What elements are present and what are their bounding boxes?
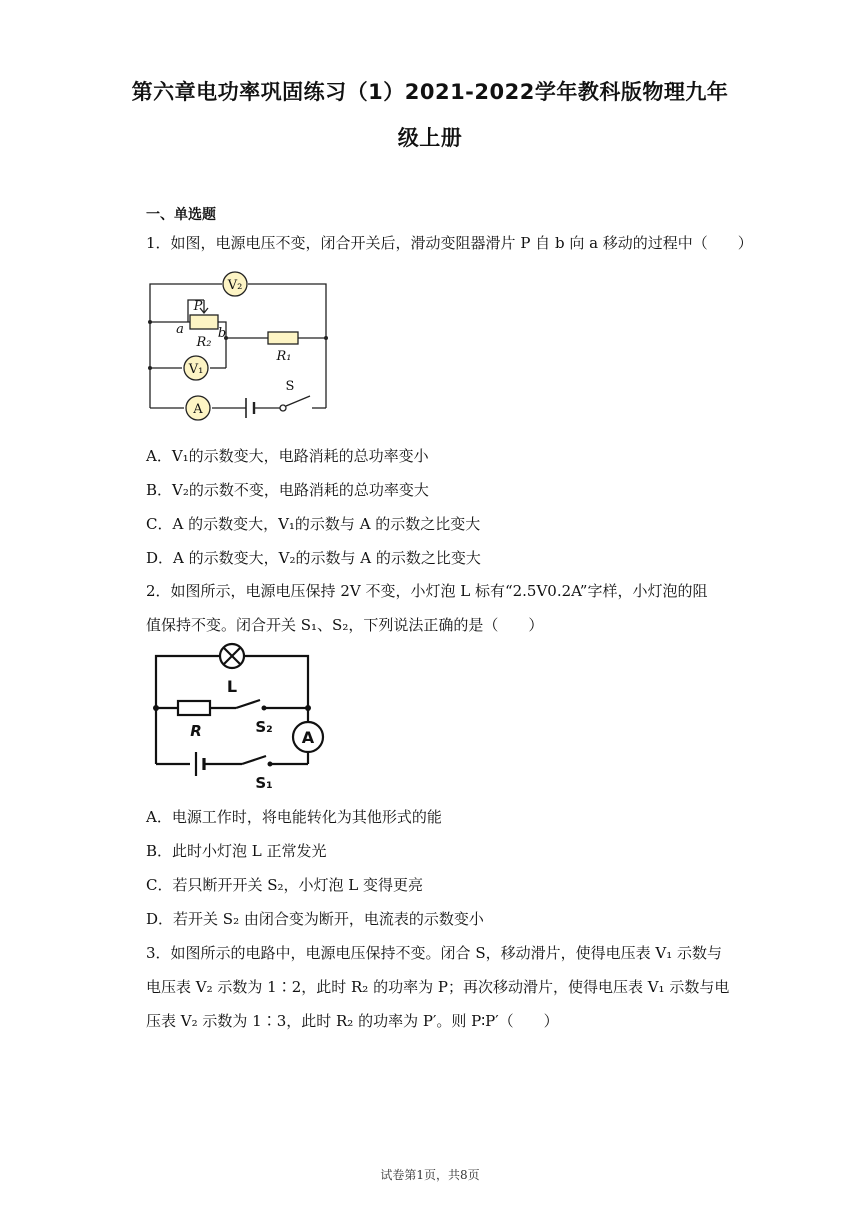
title-line-2: 级上册 xyxy=(397,126,463,150)
ammeter-label: A xyxy=(301,728,315,747)
q2-stem-line-1: 2．如图所示，电源电压保持 2V 不变，小灯泡 L 标有“2.5V0.2A”字样，小灯泡的阻 xyxy=(146,582,708,600)
switch-label: S xyxy=(285,379,295,394)
s2-label: S₂ xyxy=(255,718,273,736)
q2-option-a: A．电源工作时，将电能转化为其他形式的能 xyxy=(146,808,442,826)
slider-p-label: P xyxy=(193,299,203,314)
q2-option-d: D．若开关 S₂ 由闭合变为断开，电流表的示数变小 xyxy=(146,910,484,928)
q1-circuit-figure xyxy=(140,262,340,428)
q1-option-d: D．A 的示数变大，V₂的示数与 A 的示数之比变大 xyxy=(146,549,481,567)
q1-option-c: C．A 的示数变大，V₁的示数与 A 的示数之比变大 xyxy=(146,515,481,533)
resistor-label: R xyxy=(190,722,202,740)
q2-option-c: C．若只断开开关 S₂，小灯泡 L 变得更亮 xyxy=(146,876,424,894)
lamp-label: L xyxy=(226,677,238,696)
q3-line-1: 3．如图所示的电路中，电源电压保持不变。闭合 S，移动滑片，使得电压表 V₁ 示数与 xyxy=(146,944,722,962)
q1-stem: 1．如图，电源电压不变，闭合开关后，滑动变阻器滑片 P 自 b 向 a 移动的过程中（ ） xyxy=(146,234,753,252)
q2-stem-line-2: 值保持不变。闭合开关 S₁、S₂，下列说法正确的是（ ） xyxy=(146,616,544,634)
q3-line-2: 电压表 V₂ 示数为 1∶2，此时 R₂ 的功率为 P；再次移动滑片，使得电压表 V₁ 示数与电 xyxy=(146,978,730,996)
s1-label: S₁ xyxy=(255,774,273,792)
title-line-1: 第六章电功率巩固练习（1）2021-2022学年教科版物理九年 xyxy=(131,80,729,104)
q2-option-b: B．此时小灯泡 L 正常发光 xyxy=(146,842,327,860)
q3-line-3: 压表 V₂ 示数为 1∶3，此时 R₂ 的功率为 P′。则 P∶P′（ ） xyxy=(146,1012,559,1030)
r2-label: R₂ xyxy=(196,335,212,350)
q1-option-a: A．V₁的示数变大，电路消耗的总功率变小 xyxy=(146,447,429,465)
v2-label: V₂ xyxy=(227,278,243,293)
ammeter-label: A xyxy=(193,402,203,417)
v1-label: V₁ xyxy=(188,362,204,377)
q1-option-b: B．V₂的示数不变，电路消耗的总功率变大 xyxy=(146,481,429,499)
q2-circuit-figure xyxy=(146,642,336,792)
terminal-b-label: b xyxy=(217,326,227,341)
terminal-a-label: a xyxy=(176,322,184,337)
r1-label: R₁ xyxy=(276,349,292,364)
page-footer: 试卷第1页，共8页 xyxy=(380,1168,480,1182)
section-heading: 一、单选题 xyxy=(146,207,216,223)
